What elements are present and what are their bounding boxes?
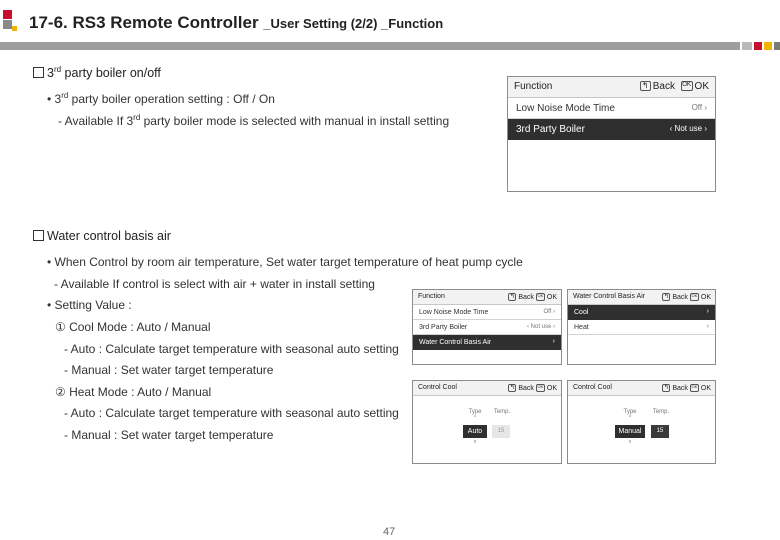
screen-header xyxy=(508,77,715,98)
section1-heading xyxy=(33,66,161,80)
menu-row-low-noise[interactable] xyxy=(508,98,715,119)
chevron-down-icon[interactable]: v xyxy=(628,439,632,445)
header-accent-red xyxy=(754,42,762,50)
menu-row-value: ‹ Not use › xyxy=(669,124,707,133)
ok-key-icon[interactable]: OK xyxy=(690,293,699,301)
section2-note1: - Available If control is select with air + water in install setting xyxy=(54,277,375,291)
menu-row-3rd-party-boiler[interactable] xyxy=(508,119,715,140)
ok-key-icon[interactable]: OK xyxy=(536,293,545,301)
logo-yellow-square xyxy=(12,26,17,31)
screen-header xyxy=(568,290,715,305)
heat-auto-line: - Auto : Calculate target temperature with seasonal auto setting xyxy=(64,406,399,420)
menu-row-label: Cool xyxy=(574,309,589,316)
ok-label[interactable]: OK xyxy=(700,293,711,301)
back-key-icon[interactable]: ↰ xyxy=(663,294,669,300)
cool-auto-line: - Auto : Calculate target temperature with seasonal auto setting xyxy=(64,342,399,356)
function-screen-large xyxy=(507,76,716,192)
section1-bullet1 xyxy=(47,92,275,106)
ok-key-icon[interactable]: OK xyxy=(681,81,693,91)
function-screen-small xyxy=(412,289,562,365)
section2-bullet2: • Setting Value : xyxy=(47,298,132,312)
section1-note-pre: - Available If 3 xyxy=(58,114,134,128)
heat-mode-line: ② Heat Mode : Auto / Manual xyxy=(55,385,212,399)
back-key-icon[interactable]: ↰ xyxy=(509,385,515,391)
control-cool-manual-screen xyxy=(567,380,716,464)
header-accent-gray xyxy=(742,42,752,50)
header-bar xyxy=(0,42,740,50)
menu-row-label: Heat xyxy=(574,324,589,331)
ok-key-icon[interactable]: OK xyxy=(536,384,545,392)
checkbox-bullet-icon xyxy=(33,230,44,241)
section1-bullet1-post: party boiler operation setting : Off / On xyxy=(68,92,275,106)
screen-header xyxy=(413,290,561,305)
control-cool-auto-screen xyxy=(412,380,562,464)
menu-row-value: Off › xyxy=(543,309,555,315)
chevron-up-icon[interactable]: ^ xyxy=(628,415,632,421)
menu-row-water-control-basis-air[interactable] xyxy=(413,335,561,350)
back-label[interactable]: Back xyxy=(652,81,675,92)
section1-heading-sup: rd xyxy=(53,64,62,74)
menu-row-label: 3rd Party Boiler xyxy=(516,124,585,135)
screen-actions xyxy=(508,293,557,301)
back-label[interactable]: Back xyxy=(672,293,688,301)
screen-header xyxy=(413,381,561,396)
screen-actions xyxy=(640,81,709,92)
ok-key-icon[interactable]: OK xyxy=(690,384,699,392)
checkbox-bullet-icon xyxy=(33,67,44,78)
temp-label: Temp. xyxy=(652,409,670,415)
page-number: 47 xyxy=(383,526,396,538)
menu-row-cool[interactable] xyxy=(568,305,715,320)
header-accent-yellow xyxy=(764,42,772,50)
section1-heading-pre: 3 xyxy=(47,66,54,80)
chevron-down-icon[interactable]: v xyxy=(473,439,477,445)
menu-row-3rd-party-boiler[interactable] xyxy=(413,320,561,335)
page-subtitle: _User Setting (2/2) _Function xyxy=(263,16,444,31)
ok-label[interactable]: OK xyxy=(546,293,557,301)
menu-row-value: › xyxy=(706,323,709,330)
screen-title: Control Cool xyxy=(573,384,612,391)
menu-row-label: 3rd Party Boiler xyxy=(419,324,468,331)
section1-heading-post: party boiler on/off xyxy=(61,66,161,80)
section1-note-post: party boiler mode is selected with manual in install setting xyxy=(140,114,450,128)
back-label[interactable]: Back xyxy=(518,293,534,301)
menu-row-value: › xyxy=(706,308,709,315)
section1-note-sup: rd xyxy=(133,113,141,122)
back-key-icon[interactable]: ↰ xyxy=(509,294,515,300)
screen-title: Water Control Basis Air xyxy=(573,293,646,300)
menu-row-value: › xyxy=(552,338,555,345)
screen-header xyxy=(568,381,715,396)
type-value[interactable]: Manual xyxy=(615,425,645,438)
menu-row-value: ‹ Not use › xyxy=(526,324,555,330)
water-control-screen xyxy=(567,289,716,365)
type-label: Type xyxy=(468,409,482,415)
menu-row-label: Low Noise Mode Time xyxy=(516,103,615,114)
back-key-icon[interactable]: ↰ xyxy=(663,385,669,391)
logo-red-square xyxy=(3,10,12,19)
back-label[interactable]: Back xyxy=(672,384,688,392)
screen-title: Function xyxy=(514,81,553,92)
screen-title: Control Cool xyxy=(418,384,457,391)
menu-row-label: Low Noise Mode Time xyxy=(419,309,489,316)
type-label: Type xyxy=(623,409,637,415)
type-value[interactable]: Auto xyxy=(463,425,487,438)
menu-row-label: Water Control Basis Air xyxy=(419,339,492,346)
section1-note xyxy=(58,114,449,128)
section1-bullet1-pre: • 3 xyxy=(47,92,62,106)
page-title-main: 17-6. RS3 Remote Controller xyxy=(29,13,259,32)
ok-label[interactable]: OK xyxy=(694,81,709,92)
chevron-up-icon[interactable]: ^ xyxy=(473,415,477,421)
section1-bullet1-sup: rd xyxy=(61,91,69,100)
menu-row-value: Off › xyxy=(691,103,707,112)
temp-value[interactable]: 15 xyxy=(651,425,669,438)
logo-gray-square xyxy=(3,20,12,29)
menu-row-heat[interactable] xyxy=(568,320,715,335)
section2-bullet1: • When Control by room air temperature, Set water target temperature of heat pump cycle xyxy=(47,255,523,269)
ok-label[interactable]: OK xyxy=(700,384,711,392)
screen-title: Function xyxy=(418,293,445,300)
back-label[interactable]: Back xyxy=(518,384,534,392)
temp-label: Temp. xyxy=(493,409,511,415)
section2-heading xyxy=(33,229,171,243)
screen-actions xyxy=(508,384,557,392)
brand-logo xyxy=(3,10,17,30)
back-key-icon[interactable]: ↰ xyxy=(640,81,651,91)
page-title xyxy=(29,13,443,33)
screen-actions xyxy=(662,384,711,392)
screen-actions xyxy=(662,293,711,301)
cool-manual-line: - Manual : Set water target temperature xyxy=(64,363,274,377)
menu-row-low-noise[interactable] xyxy=(413,305,561,320)
header-accent-dark xyxy=(774,42,780,50)
section2-heading-text: Water control basis air xyxy=(47,229,171,243)
temp-value[interactable]: 15 xyxy=(492,425,510,438)
ok-label[interactable]: OK xyxy=(546,384,557,392)
heat-manual-line: - Manual : Set water target temperature xyxy=(64,428,274,442)
cool-mode-line: ① Cool Mode : Auto / Manual xyxy=(55,320,211,334)
